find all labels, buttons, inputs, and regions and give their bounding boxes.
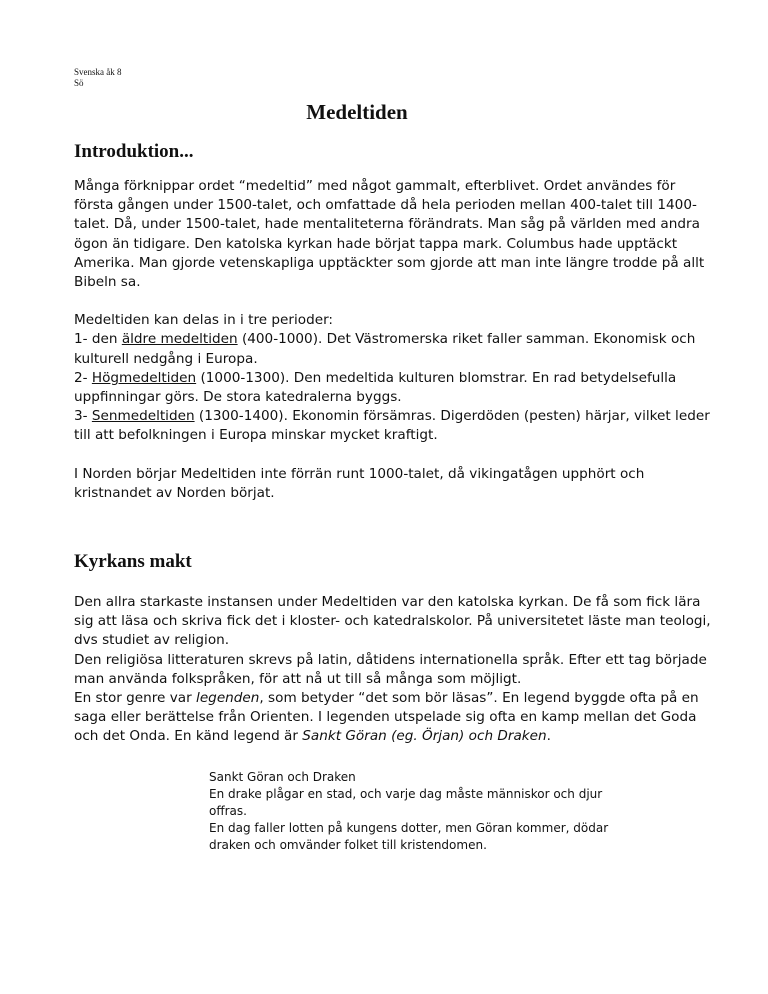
norden-paragraph: I Norden börjar Medeltiden inte förrän runt 1000-talet, då vikingatågen upphört och kristnandet av Norden börjat.: [74, 465, 645, 501]
excerpt-line-2: En dag faller lotten på kungens dotter, men Göran kommer, dödar draken och omvänder folket till kristendomen.: [209, 821, 609, 852]
intro-heading: Introduktion...: [74, 141, 194, 162]
genre-text-b: , som betyder “det som bör läsas”. En legend byggde ofta på en saga eller berättelse från Orienten. I legenden utspelade sig ofta en kamp mellan det Goda och det Onda. En känd legend är: [74, 690, 699, 745]
header-course: Svenska åk 8: [74, 67, 122, 77]
excerpt-title: Sankt Göran och Draken: [209, 770, 356, 784]
kyrkan-paragraph-1: Den allra starkaste instansen under Medeltiden var den katolska kyrkan. De få som fick lära sig att läsa och skriva fick det i kloster- och katedralskolor. På universitetet läste man teologi, dvs studiet av religion.: [74, 594, 711, 649]
document-header: [74, 67, 122, 89]
kyrkan-heading: Kyrkans makt: [74, 551, 192, 572]
period-item-1: [74, 330, 714, 368]
legend-title-ref: Sankt Göran (eg. Örjan) och Draken: [302, 728, 547, 745]
period-item-3: [74, 407, 714, 445]
period-1-text: (400-1000). Det Västromerska riket faller samman. Ekonomisk och kulturell nedgång i Europa.: [74, 331, 696, 367]
period-1-prefix: 1- den: [74, 331, 122, 348]
legend-excerpt: [209, 769, 639, 854]
period-2-prefix: 2-: [74, 369, 92, 386]
period-3-term: Senmedeltiden: [91, 408, 195, 425]
genre-legend-term: legenden: [196, 690, 260, 707]
kyrkan-paragraph-3: [74, 689, 714, 747]
genre-text-a: En stor genre var: [74, 690, 197, 707]
intro-paragraph: Många förknippar ordet “medeltid” med något gammalt, efterblivet. Ordet användes för första gången under 1500-talet, och omfattade då hela perioden mellan 400-talet till 1400-talet. Då, under 1500-talet, hade mentaliteterna förändrats. Man såg på världen med andra ögon än tidigare. Den katolska kyrkan hade börjat tappa mark. Columbus hade upptäckt Amerika. Man gjorde vetenskapliga upptäckter som gjorde att man inte längre trodde på allt Bibeln sa.: [74, 178, 705, 291]
kyrkan-section: [74, 593, 714, 747]
periods-intro: Medeltiden kan delas in i tre perioder:: [74, 312, 334, 329]
period-3-text: (1300-1400). Ekonomin försämras. Digerdöden (pesten) härjar, vilket leder till att befolkningen i Europa minskar mycket kraftigt.: [74, 408, 710, 444]
genre-text-end: .: [546, 728, 551, 745]
period-2-term: Högmedeltiden: [91, 369, 197, 386]
header-initials: Sö: [74, 78, 84, 88]
period-3-prefix: 3-: [74, 408, 92, 425]
period-item-2: [74, 369, 714, 407]
kyrkan-paragraph-2: Den religiösa litteraturen skrevs på latin, dåtidens internationella språk. Efter ett tag började man använda folkspråken, för att nå ut till så många som möjligt.: [74, 651, 707, 687]
period-2-text: (1000-1300). Den medeltida kulturen blomstrar. En rad betydelsefulla uppfinningar görs. De stora katedralerna byggs.: [74, 369, 677, 406]
intro-section: [74, 177, 714, 503]
period-1-term: äldre medeltiden: [121, 331, 238, 348]
page-title: Medeltiden: [306, 100, 408, 124]
excerpt-line-1: En drake plågar en stad, och varje dag måste människor och djur offras.: [209, 787, 603, 818]
